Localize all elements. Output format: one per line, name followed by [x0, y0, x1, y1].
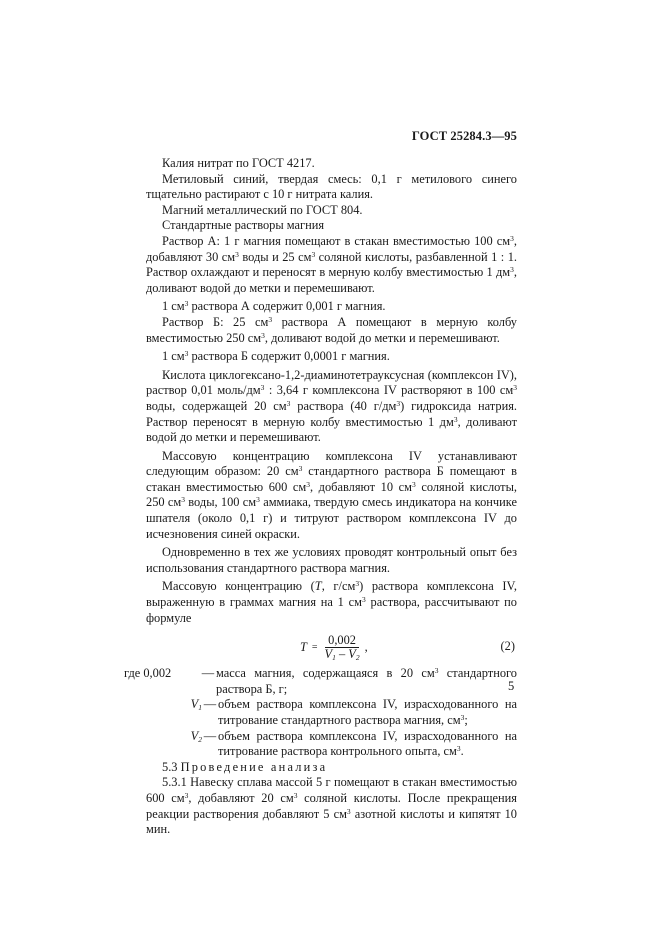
paragraph: Раствор А: 1 г магния помещают в стакан вместимостью 100 $см^3$, добавляют 30 $см^3$ воды и 25 $см^3$ соляной кислоты, разбавленной 1 : 1. Раствор охлаждают и переносят в мерную колбу вместимостью 1 $дм^3$, доливают водой до метки и перемешивают. [146, 233, 517, 295]
paragraph: Одновременно в тех же условиях проводят контрольный опыт без использования стандартного раствора магния. [146, 545, 517, 575]
definition-row: где 0,002 — масса магния, содержащаяся в 20 $см^3$ стандартного раствора Б, г; [124, 666, 517, 696]
paragraph: Метиловый синий, твердая смесь: 0,1 г метилового синего тщательно растирают с 10 г нитрата калия. [146, 171, 517, 202]
formula-lhs: T [300, 639, 307, 654]
paragraph: Калия нитрат по ГОСТ 4217. [162, 156, 315, 170]
paragraph: Массовую концентрацию комплексона IV устанавливают следующим образом: 20 $см^3$ стандартного раствора Б помещают в стакан вместимостью 600 $см^3$, добавляют 10 $см^3$ соляной кислоты, 250 $см^3$ воды, 100 $см^3$ аммиака, твердую смесь индикатора на кончике шпателя (около 0,1 г) и титруют раствором комплексона IV до исчезновения синей окраски. [146, 448, 517, 541]
formula-numerator: 0,002 [325, 634, 359, 648]
paragraph: 1 $см^3$ раствора Б содержит 0,0001 г магния. [162, 349, 390, 364]
formula-relation: = [311, 641, 318, 653]
paragraph: Массовую концентрацию (T, $г/см^3$) раствора комплексона IV, выраженную в граммах магния на 1 $см^3$ раствора, рассчитывают по формуле [146, 579, 518, 625]
formula-2 [146, 632, 517, 664]
paragraph: 5.3.1 Навеску сплава массой 5 г помещают в стакан вместимостью 600 $см^3$, добавляют 20 $см^3$ соляной кислоты. После прекращения реакции растворения добавляют 5 $см^3$ азотной кислоты и кипятят 10 мин. [146, 775, 518, 837]
formula-expression: T = $\frac{0,002}{V_1 - V_2}$ , [300, 633, 368, 663]
section-heading: 5.3 Проведение анализа [162, 759, 328, 774]
definition-row: $V_1$ — объем раствора комплексона IV, израсходованного на титрование стандартного раствора магния, $см^3$; [190, 697, 517, 727]
variable-definitions [124, 666, 517, 760]
page-number: 5 [508, 679, 515, 693]
standard-header: ГОСТ 25284.3—95 [411, 129, 517, 143]
paragraph: Кислота циклогексано-1,2-диаминотетрауксусная (комплексон IV), раствор 0,01 моль/$дм^3$ : 3,64 г комплексона IV растворяют в 100 $см^3$ воды, содержащей 20 $см^3$ раствора (40 $г/дм^3$) гидроксида натрия. Раствор переносят в мерную колбу вместимостью 1 $дм^3$, доливают водой до метки и перемешивают. [146, 367, 517, 445]
paragraph: Раствор Б: 25 $см^3$ раствора А помещают в мерную колбу вместимостью 250 $см^3$, доливают водой до метки и перемешивают. [146, 314, 517, 345]
formula-number: (2) [500, 639, 515, 654]
definition-row: $V_2$ — объем раствора комплексона IV, израсходованного на титрование раствора контрольного опыта, $см^3$. [190, 728, 517, 759]
formula-fraction [322, 634, 363, 661]
paragraph: Магний металлический по ГОСТ 804. [162, 202, 363, 217]
paragraph-subheading: Стандартные растворы магния [162, 218, 325, 233]
formula-denominator: $V_1 - V_2$ [324, 647, 360, 663]
page-content [124, 156, 518, 838]
paragraph: 1 $см^3$ раствора А содержит 0,001 г магния. [162, 299, 386, 314]
